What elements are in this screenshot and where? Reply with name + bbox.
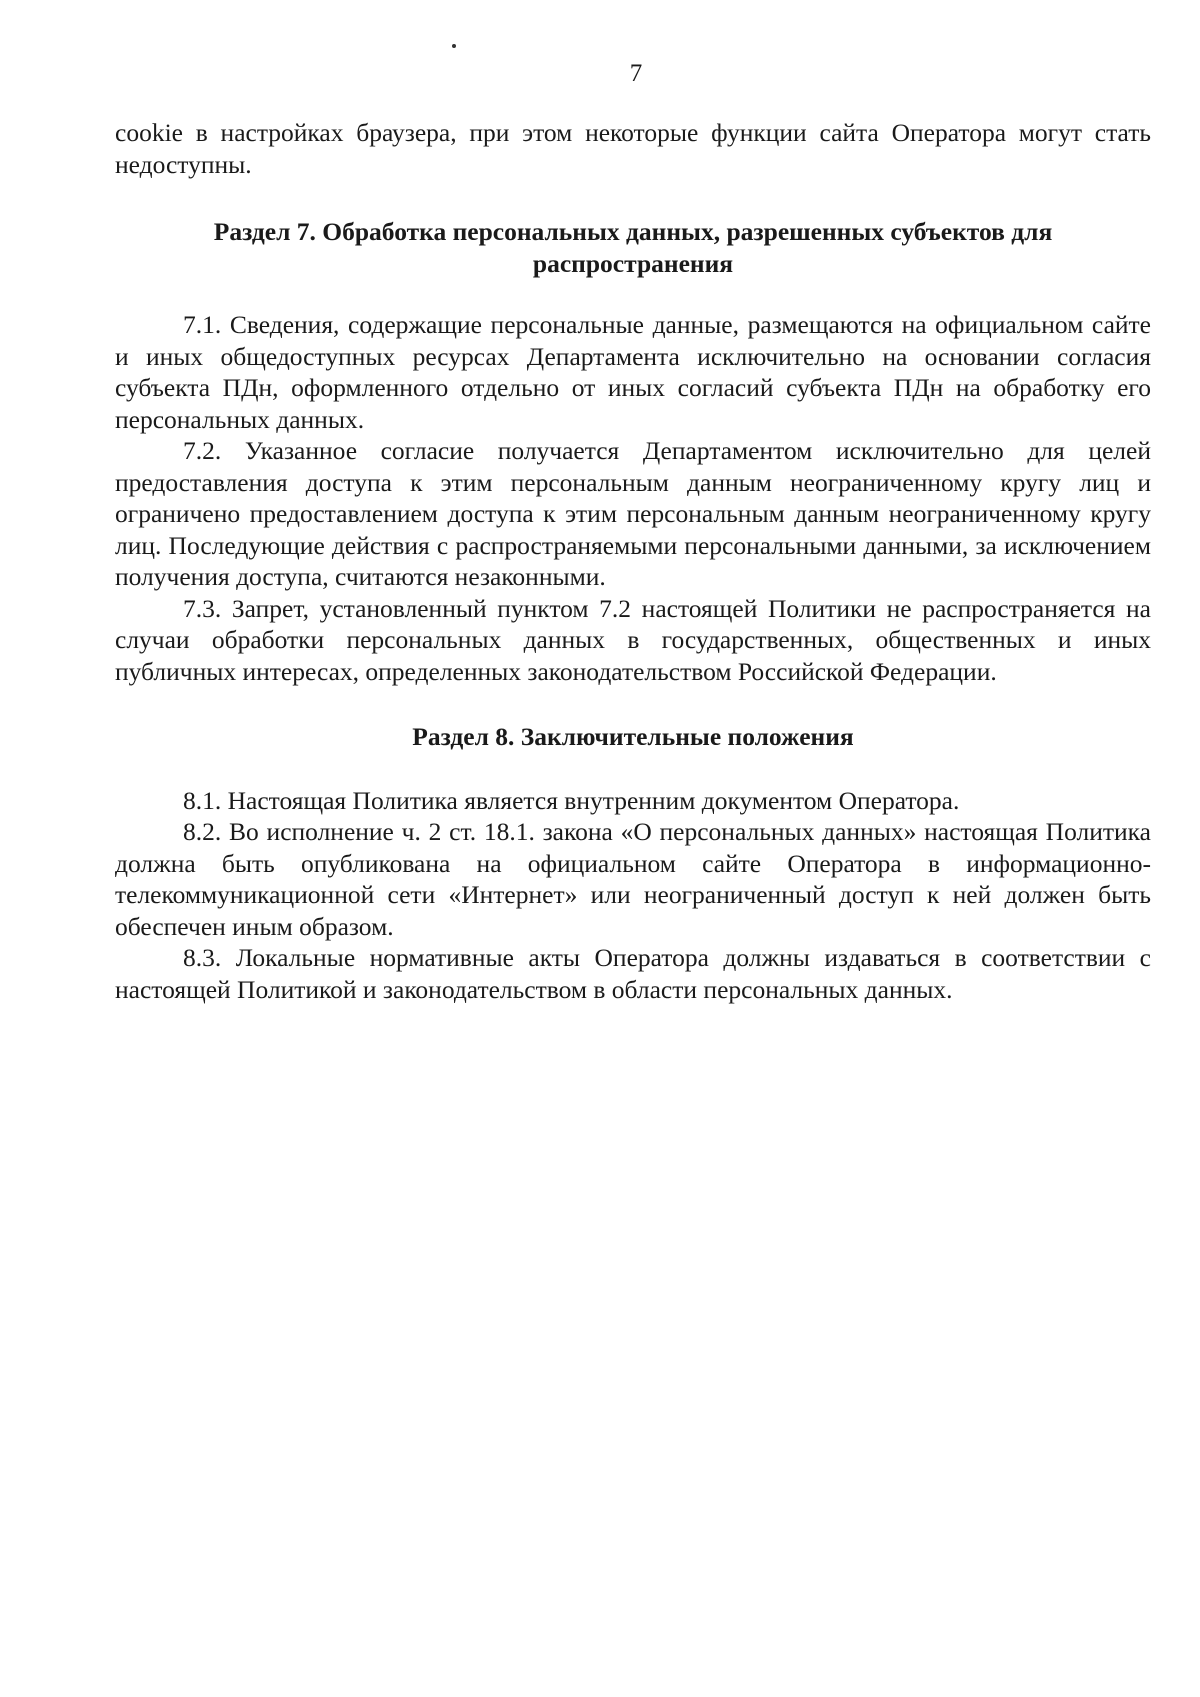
scan-speck	[452, 44, 456, 48]
paragraph-8-3: 8.3. Локальные нормативные акты Оператора должны издаваться в соответствии с настоящей Политикой и законодательством в области персональных данных.	[115, 943, 1151, 1004]
intro-paragraph: cookie в настройках браузера, при этом некоторые функции сайта Оператора могут стать недоступны.	[115, 118, 1151, 179]
section-7-heading: Раздел 7. Обработка персональных данных, разрешенных субъектов для распространения	[213, 217, 1053, 278]
paragraph-7-1: 7.1. Сведения, содержащие персональные данные, размещаются на официальном сайте и иных общедоступных ресурсах Департамента исключительно на основании согласия субъекта ПДн, оформленного отдельно от иных согласий субъекта ПДн на обработку его персональных данных.	[115, 310, 1151, 434]
paragraph-8-1: 8.1. Настоящая Политика является внутренним документом Оператора.	[183, 785, 960, 815]
section-8-heading: Раздел 8. Заключительные положения	[412, 722, 854, 751]
page-number: 7	[629, 60, 643, 87]
paragraph-8-2: 8.2. Во исполнение ч. 2 ст. 18.1. закона «О персональных данных» настоящая Политика должна быть опубликована на официальном сайте Оператора в информационно-телекоммуникационной сети «Интернет» или неограниченный доступ к ней должен быть обеспечен иным образом.	[115, 817, 1151, 941]
paragraph-7-2: 7.2. Указанное согласие получается Департаментом исключительно для целей предоставления доступа к этим персональным данным неограниченному кругу лиц и ограничено предоставлением доступа к этим персональным данным неограниченному кругу лиц. Последующие действия с распространяемыми персональными данными, за исключением получения доступа, считаются незаконными.	[115, 436, 1151, 591]
document-body	[115, 117, 1151, 1005]
paragraph-7-3: 7.3. Запрет, установленный пунктом 7.2 настоящей Политики не распространяется на случаи обработки персональных данных в государственных, общественных и иных публичных интересах, определенных законодательством Российской Федерации.	[115, 593, 1151, 686]
